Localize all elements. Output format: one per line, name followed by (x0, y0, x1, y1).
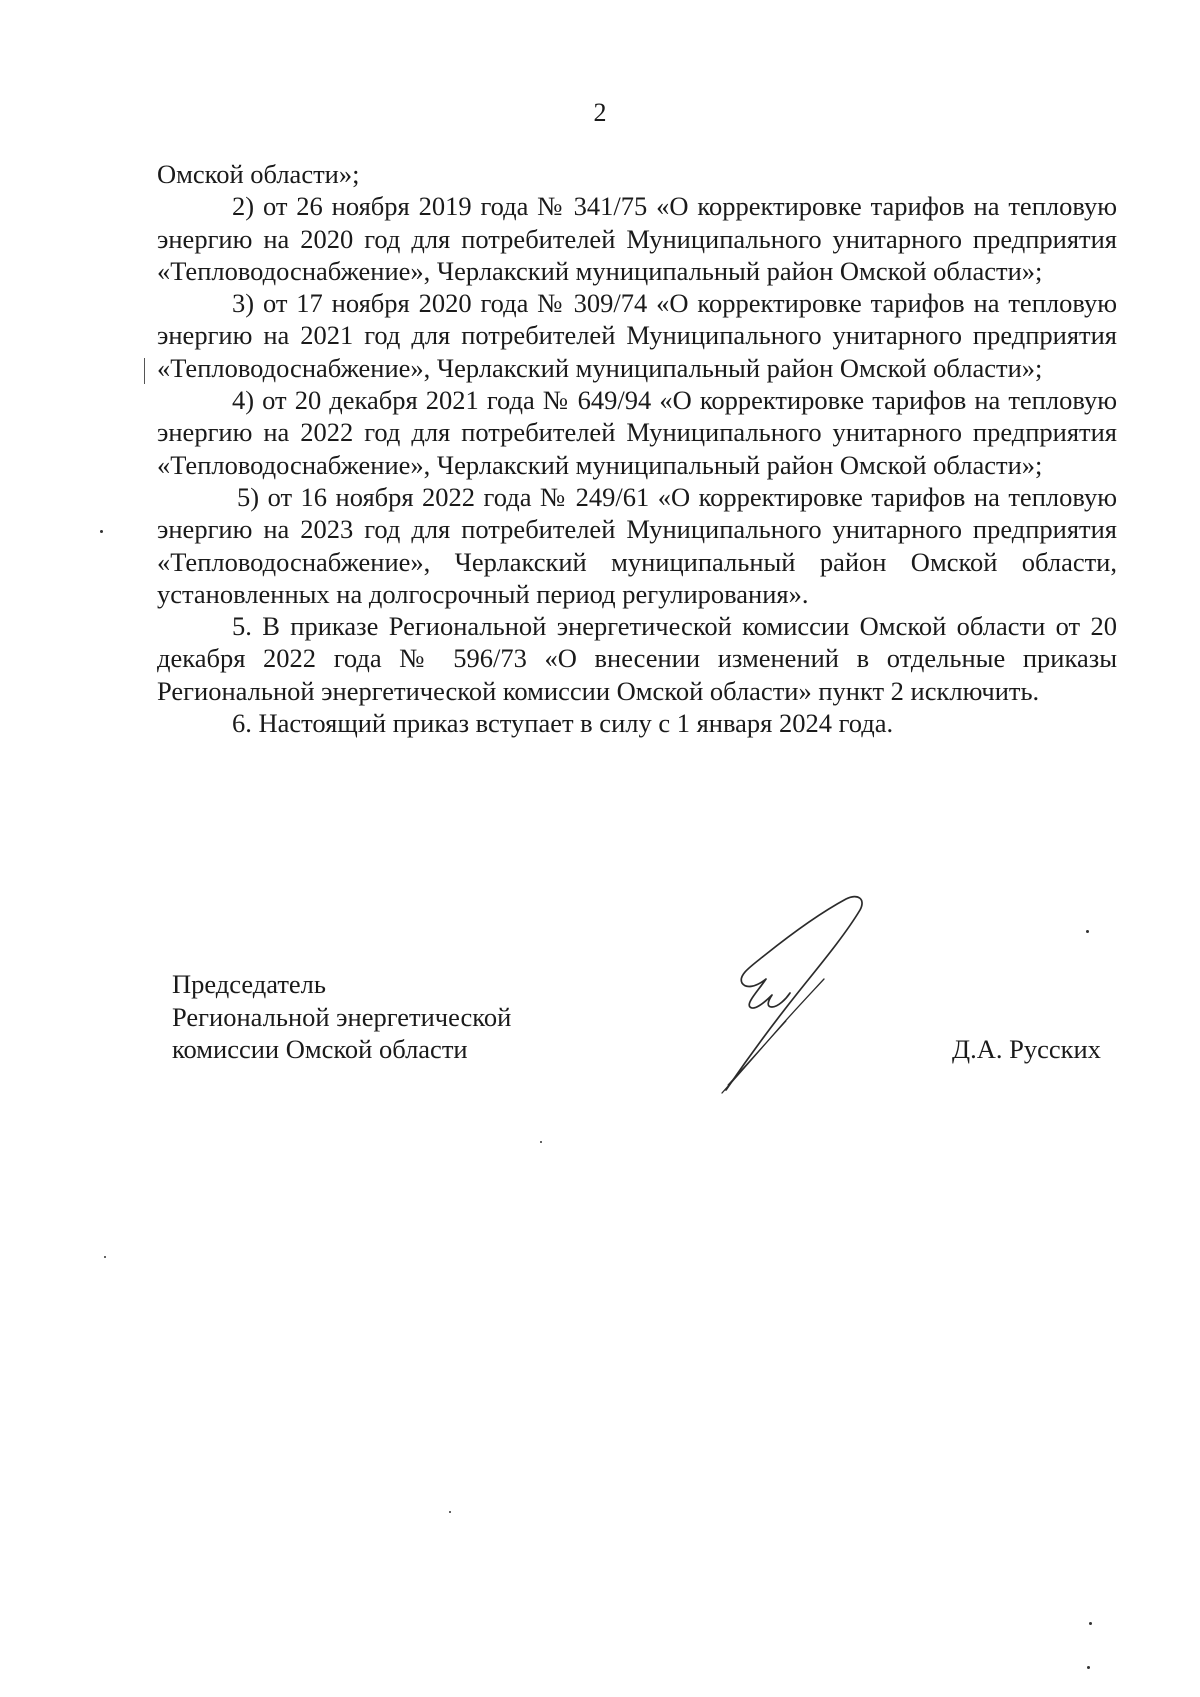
list-item-2: 2) от 26 ноября 2019 года № 341/75 «О корректировке тарифов на тепловую энергию на 2020 год для потребителей Муниципального унитарного предприятия «Тепловодоснабжение», Черлакский муниципальный район Омской области»; (157, 191, 1117, 286)
scan-speck (540, 1141, 542, 1143)
clause-5: 5. В приказе Региональной энергетической комиссии Омской области от 20 декабря 2022 года № 596/73 «О внесении изменений в отдельные приказы Региональной энергетической комиссии Омской области» пункт 2 исключить. (157, 611, 1117, 706)
list-item-5: 5) от 16 ноября 2022 года № 249/61 «О корректировке тарифов на тепловую энергию на 2023 год для потребителей Муниципального унитарного предприятия «Тепловодоснабжение», Черлакский муниципальный район Омской области, установленных на долгосрочный период регулирования». (157, 481, 1117, 609)
scan-speck (100, 530, 103, 533)
clause-6: 6. Настоящий приказ вступает в силу с 1 января 2024 года. (232, 708, 894, 739)
signatory-title (172, 968, 511, 1066)
scan-speck (1087, 1666, 1090, 1669)
scan-speck (449, 1511, 451, 1513)
list-item-3: 3) от 17 ноября 2020 года № 309/74 «О корректировке тарифов на тепловую энергию на 2021 год для потребителей Муниципального унитарного предприятия «Тепловодоснабжение», Черлакский муниципальный район Омской области»; (157, 288, 1117, 383)
handwritten-signature (720, 895, 890, 1095)
document-body (157, 158, 1117, 739)
scan-speck (1089, 1622, 1092, 1625)
signatory-title-line-3: комиссии Омской области (172, 1034, 468, 1064)
signatory-name: Д.А. Русских (952, 1034, 1101, 1064)
signatory-title-line-1: Председатель (172, 969, 326, 999)
signatory-title-line-2: Региональной энергетической (172, 1001, 512, 1032)
scan-speck (1086, 930, 1089, 933)
page-number: 2 (593, 98, 607, 127)
paragraph-continuation: Омской области»; (157, 159, 360, 189)
scan-speck (104, 1256, 106, 1258)
list-item-4: 4) от 20 декабря 2021 года № 649/94 «О корректировке тарифов на тепловую энергию на 2022 год для потребителей Муниципального унитарного предприятия «Тепловодоснабжение», Черлакский муниципальный район Омской области»; (157, 385, 1117, 480)
margin-mark (144, 358, 145, 384)
